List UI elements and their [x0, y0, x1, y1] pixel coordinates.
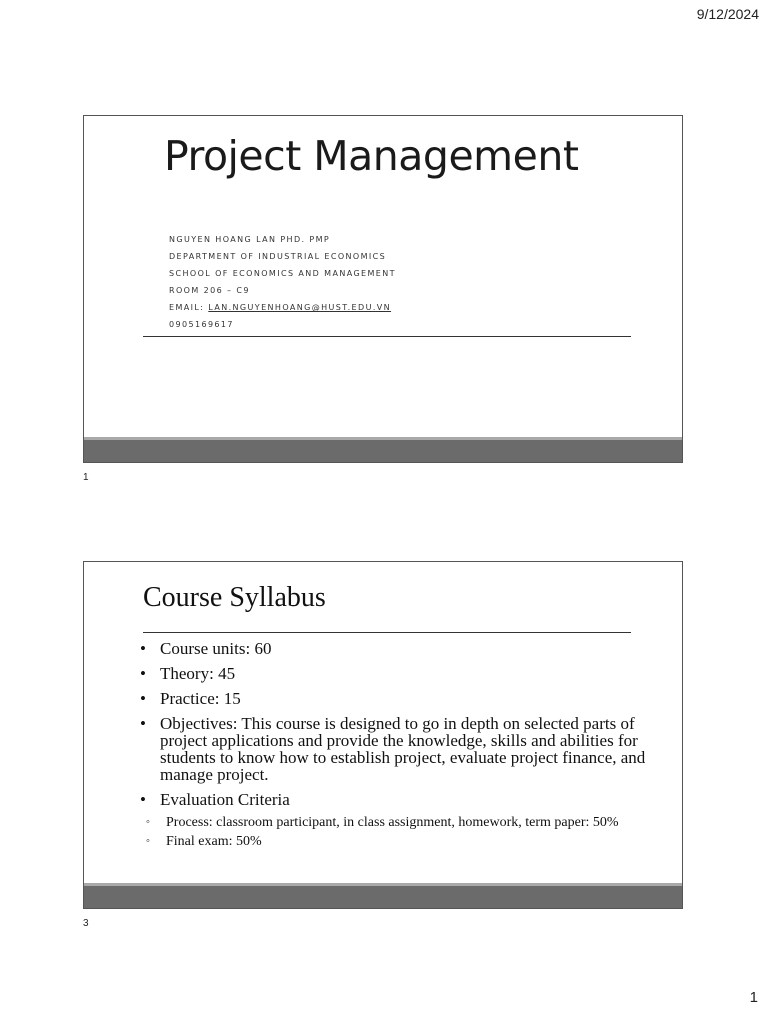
slide-3	[83, 561, 683, 909]
divider	[143, 336, 631, 337]
presenter-info	[169, 231, 396, 333]
slide-title: Project Management	[164, 132, 579, 180]
email-link[interactable]: LAN.NGUYENHOANG@HUST.EDU.VN	[208, 303, 392, 312]
school: SCHOOL OF ECONOMICS AND MANAGEMENT	[169, 269, 396, 278]
room: ROOM 206 – C9	[169, 286, 250, 295]
bullet-item: • Practice: 15	[140, 689, 241, 708]
email-label: EMAIL:	[169, 303, 209, 312]
bullet-icon: •	[140, 714, 146, 733]
divider	[143, 632, 631, 633]
bullet-item: • Evaluation Criteria	[140, 790, 290, 809]
slide-number: 1	[83, 472, 89, 483]
department: DEPARTMENT OF INDUSTRIAL ECONOMICS	[169, 252, 387, 261]
phone: 0905169617	[169, 320, 234, 329]
page-number: 1	[749, 989, 758, 1006]
slide-number: 3	[83, 918, 89, 929]
bullet-icon: •	[140, 639, 146, 658]
bullet-icon: •	[140, 790, 146, 809]
bullet-item: • Objectives: This course is designed to go in depth on selected parts of project applications and provide the knowledge, skills and abilities for students to know how to establish project, evaluate project finance, and manage project.	[140, 714, 646, 784]
sub-bullet-item: ◦ Final exam: 50%	[146, 834, 262, 849]
bullet-list	[136, 640, 666, 854]
slide-1	[83, 115, 683, 463]
slide-title: Course Syllabus	[143, 582, 326, 613]
bullet-icon: •	[140, 689, 146, 708]
email-line	[169, 299, 396, 316]
presenter-name: NGUYEN HOANG LAN PHD. PMP	[169, 235, 331, 244]
bullet-icon: •	[140, 664, 146, 683]
slide-footer-bar	[84, 886, 682, 908]
sub-bullet-icon: ◦	[146, 816, 150, 828]
bullet-item: • Course units: 60	[140, 639, 272, 658]
sub-bullet-icon: ◦	[146, 835, 150, 847]
slide-footer-bar	[84, 440, 682, 462]
page-date: 9/12/2024	[696, 6, 759, 22]
bullet-item: • Theory: 45	[140, 664, 236, 683]
sub-bullet-item: ◦ Process: classroom participant, in class assignment, homework, term paper: 50%	[146, 815, 619, 830]
